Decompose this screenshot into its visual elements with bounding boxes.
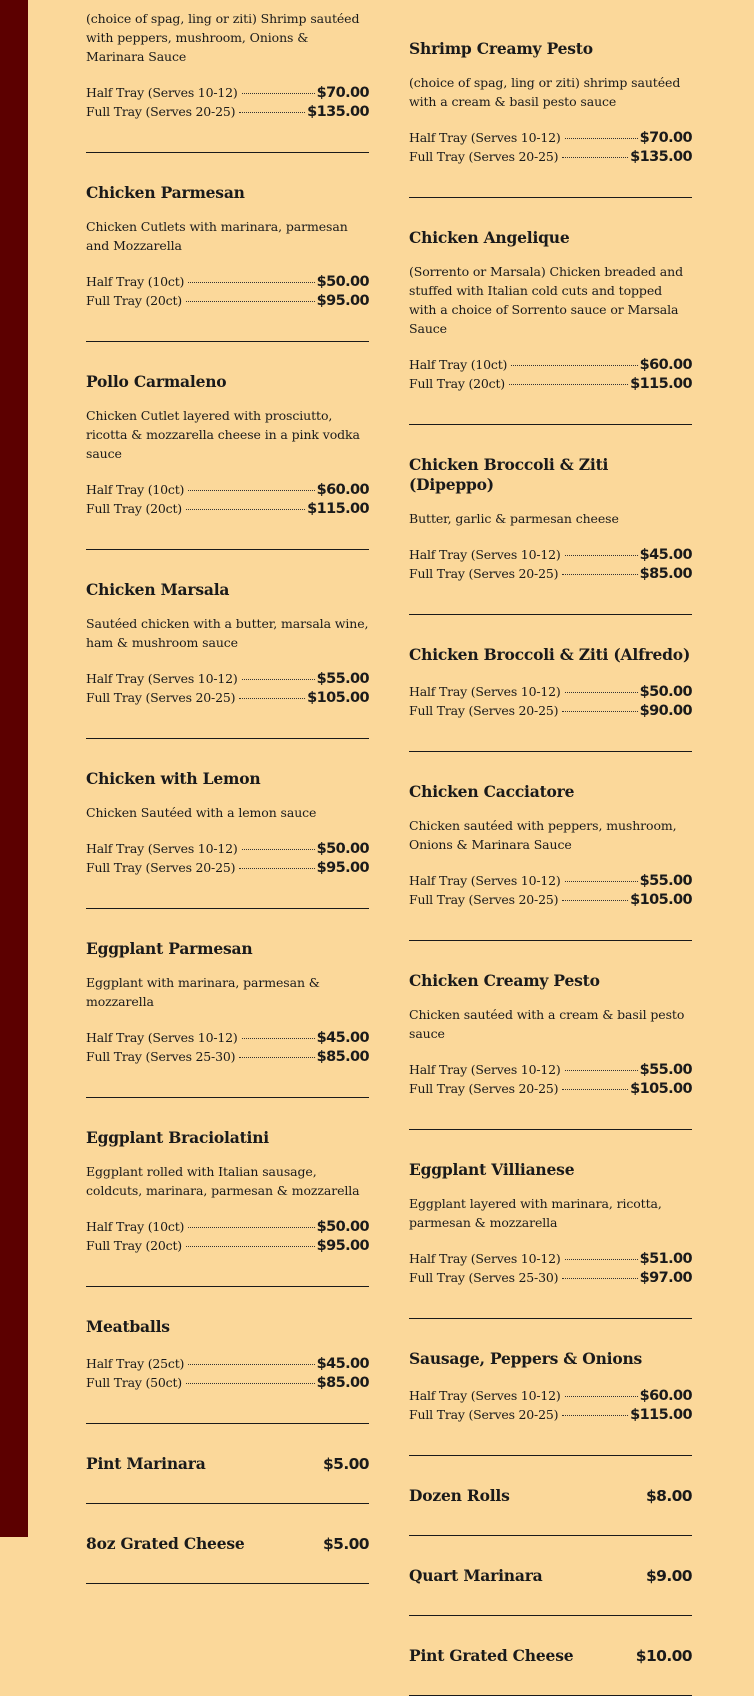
menu-item-description: Sautéed chicken with a butter, marsala wine, ham & mushroom sauce [86,616,369,650]
divider [86,1286,369,1287]
dot-leader [562,1278,637,1279]
menu-item-name: Chicken with Lemon [86,769,261,788]
divider [409,1535,692,1536]
price-row [409,149,692,168]
menu-item-description: (choice of spag, ling or ziti) shrimp sautéed with a cream & basil pesto sauce [409,75,681,109]
dot-leader [562,900,628,901]
price-value: $135.00 [630,149,692,165]
menu-item-name: Chicken Angelique [409,228,570,247]
divider [86,908,369,909]
menu-item-name: Chicken Broccoli & Ziti (Dipeppo) [409,455,609,494]
menu-column-right [409,0,692,1696]
price-value: $55.00 [639,1062,692,1078]
menu-item-description: Eggplant rolled with Italian sausage, coldcuts, marinara, parmesan & mozzarella [86,1164,360,1198]
price-value: $115.00 [630,376,692,392]
price-row [86,482,369,501]
tray-size-label: Half Tray (Serves 10-12) [409,1251,561,1266]
divider [86,1097,369,1098]
price-list [409,547,692,585]
divider [409,751,692,752]
menu-item-chicken-cacciatore [409,782,692,941]
price-list [86,85,369,123]
dot-leader [565,1396,638,1397]
tray-size-label: Half Tray (10ct) [86,274,185,289]
menu-item-meatballs [86,1317,369,1424]
price-list [409,1388,692,1426]
price-value: $85.00 [639,566,692,582]
dot-leader [242,849,315,850]
divider [86,1503,369,1504]
price-row [86,690,369,709]
price-row [409,1081,692,1100]
tray-size-label: Full Tray (20ct) [86,501,182,516]
price-value: $50.00 [316,274,369,290]
price-list [86,274,369,312]
menu-item-name: Eggplant Villianese [409,1160,575,1179]
price-list [86,1356,369,1394]
divider [86,549,369,550]
tray-size-label: Full Tray (Serves 20-25) [86,690,236,705]
simple-item-row [86,1454,369,1474]
price-list [86,1030,369,1068]
menu-item-chicken-parmesan [86,183,369,342]
menu-item-pollo-carmaleno [86,372,369,550]
dot-leader [562,574,637,575]
tray-size-label: Half Tray (10ct) [409,357,508,372]
tray-size-label: Full Tray (20ct) [86,1238,182,1253]
tray-size-label: Full Tray (Serves 20-25) [86,104,236,119]
price-value: $95.00 [316,860,369,876]
menu-item-dozen-rolls [409,1486,692,1536]
divider [86,738,369,739]
menu-item-chicken-broccoli-ziti-alfredo [409,645,692,752]
menu-item-description: Eggplant with marinara, parmesan & mozzarella [86,975,320,1009]
sidebar-stripe [0,0,28,1537]
price-value: $10.00 [635,1647,692,1665]
price-value: $50.00 [316,1219,369,1235]
divider [409,424,692,425]
price-value: $51.00 [639,1251,692,1267]
tray-size-label: Full Tray (50ct) [86,1375,182,1390]
menu-item-chicken-broccoli-ziti-dipeppo [409,455,692,615]
tray-size-label: Full Tray (Serves 20-25) [409,1081,559,1096]
price-value: $105.00 [630,1081,692,1097]
menu-item-description: Chicken sautéed with a cream & basil pesto sauce [409,1007,685,1041]
price-value: $45.00 [639,547,692,563]
menu-item-chicken-creamy-pesto [409,971,692,1130]
price-value: $70.00 [316,85,369,101]
price-row [409,1251,692,1270]
tray-size-label: Full Tray (Serves 20-25) [86,860,236,875]
menu-item-shrimp-marinara [86,0,369,153]
price-row [86,293,369,312]
divider [409,197,692,198]
tray-size-label: Half Tray (10ct) [86,482,185,497]
price-row [86,1030,369,1049]
menu-item-name: Pint Marinara [86,1454,206,1473]
dot-leader [239,698,305,699]
price-row [86,1219,369,1238]
menu-column-left [86,0,369,1584]
menu-item-chicken-with-lemon [86,769,369,909]
menu-item-eggplant-parmesan [86,939,369,1098]
price-value: $85.00 [316,1049,369,1065]
tray-size-label: Full Tray (Serves 20-25) [409,1407,559,1422]
price-row [86,671,369,690]
tray-size-label: Half Tray (Serves 10-12) [86,1030,238,1045]
menu-item-description: Butter, garlic & parmesan cheese [409,511,619,526]
menu-item-shrimp-creamy-pesto [409,0,692,198]
price-list [86,482,369,520]
dot-leader [239,1057,314,1058]
menu-item-name: Chicken Marsala [86,580,230,599]
dot-leader [239,868,314,869]
divider [86,341,369,342]
price-list [409,130,692,168]
price-row [86,1375,369,1394]
price-list [409,684,692,722]
price-list [86,841,369,879]
dot-leader [239,112,305,113]
dot-leader [565,1070,638,1071]
dot-leader [186,301,315,302]
price-value: $5.00 [322,1455,369,1473]
price-value: $95.00 [316,1238,369,1254]
tray-size-label: Half Tray (Serves 10-12) [409,684,561,699]
price-value: $9.00 [645,1567,692,1585]
price-row [86,841,369,860]
tray-size-label: Full Tray (Serves 20-25) [409,703,559,718]
menu-item-chicken-angelique [409,228,692,425]
price-value: $115.00 [307,501,369,517]
menu-item-eggplant-braciolatini [86,1128,369,1287]
price-value: $97.00 [639,1270,692,1286]
tray-size-label: Half Tray (Serves 10-12) [409,1388,561,1403]
tray-size-label: Half Tray (Serves 10-12) [409,873,561,888]
price-row [409,892,692,911]
dot-leader [186,1246,315,1247]
menu-item-name: 8oz Grated Cheese [86,1534,245,1553]
menu-item-name: Chicken Creamy Pesto [409,971,600,990]
price-row [409,376,692,395]
divider [409,1318,692,1319]
price-row [409,130,692,149]
price-row [409,1270,692,1289]
dot-leader [188,1227,314,1228]
price-row [86,274,369,293]
menu-item-name: Chicken Cacciatore [409,782,575,801]
divider [409,1129,692,1130]
tray-size-label: Half Tray (Serves 10-12) [86,841,238,856]
menu-item-pint-marinara [86,1454,369,1504]
menu-item-name: Chicken Broccoli & Ziti (Alfredo) [409,645,691,664]
dot-leader [511,365,637,366]
price-list [409,873,692,911]
divider [409,1615,692,1616]
price-row [86,860,369,879]
price-value: $115.00 [630,1407,692,1423]
dot-leader [188,282,314,283]
menu-item-name: Eggplant Parmesan [86,939,253,958]
dot-leader [565,138,638,139]
menu-item-name: Eggplant Braciolatini [86,1128,269,1147]
price-row [409,684,692,703]
dot-leader [565,881,638,882]
menu-item-description: Chicken Sautéed with a lemon sauce [86,805,317,820]
price-row [409,1407,692,1426]
tray-size-label: Full Tray (20ct) [86,293,182,308]
divider [409,614,692,615]
tray-size-label: Full Tray (Serves 20-25) [409,149,559,164]
price-list [86,1219,369,1257]
divider [409,1455,692,1456]
price-value: $55.00 [316,671,369,687]
price-value: $135.00 [307,104,369,120]
divider [86,1423,369,1424]
price-value: $70.00 [639,130,692,146]
tray-size-label: Half Tray (10ct) [86,1219,185,1234]
dot-leader [562,157,628,158]
price-list [86,671,369,709]
tray-size-label: Half Tray (25ct) [86,1356,185,1371]
dot-leader [242,1038,315,1039]
tray-size-label: Full Tray (Serves 25-30) [86,1049,236,1064]
dot-leader [562,1089,628,1090]
price-row [86,104,369,123]
dot-leader [188,1364,314,1365]
price-row [409,566,692,585]
dot-leader [562,711,637,712]
tray-size-label: Full Tray (Serves 25-30) [409,1270,559,1285]
dot-leader [509,384,628,385]
dot-leader [565,692,638,693]
price-value: $45.00 [316,1356,369,1372]
menu-item-name: Chicken Parmesan [86,183,245,202]
price-row [409,873,692,892]
tray-size-label: Full Tray (Serves 20-25) [409,566,559,581]
dot-leader [565,555,638,556]
menu-item-description: Chicken Cutlet layered with prosciutto, ricotta & mozzarella cheese in a pink vodka sauce [86,408,360,461]
dot-leader [242,679,315,680]
menu-item-chicken-marsala [86,580,369,739]
tray-size-label: Half Tray (Serves 10-12) [86,671,238,686]
price-row [409,547,692,566]
price-row [409,357,692,376]
price-value: $85.00 [316,1375,369,1391]
tray-size-label: Half Tray (Serves 10-12) [409,130,561,145]
price-value: $45.00 [316,1030,369,1046]
price-row [86,85,369,104]
menu-item-quart-marinara [409,1566,692,1616]
menu-item-eggplant-villianese [409,1160,692,1319]
menu-item-sausage-peppers-onions [409,1349,692,1456]
price-row [86,1049,369,1068]
price-value: $105.00 [307,690,369,706]
simple-item-row [409,1646,692,1666]
tray-size-label: Half Tray (Serves 10-12) [86,85,238,100]
menu-item-description: Eggplant layered with marinara, ricotta, parmesan & mozzarella [409,1196,662,1230]
menu-item-pint-grated-cheese [409,1646,692,1696]
price-value: $8.00 [645,1487,692,1505]
price-list [409,357,692,395]
price-value: $60.00 [316,482,369,498]
menu-item-name: Pollo Carmaleno [86,372,227,391]
price-row [86,1356,369,1375]
menu-item-8oz-grated-cheese [86,1534,369,1584]
price-value: $105.00 [630,892,692,908]
simple-item-row [409,1486,692,1506]
divider [409,940,692,941]
price-row [409,1388,692,1407]
tray-size-label: Full Tray (20ct) [409,376,505,391]
menu-item-name: Sausage, Peppers & Onions [409,1349,643,1368]
dot-leader [562,1415,628,1416]
price-value: $90.00 [639,703,692,719]
menu-item-name: Quart Marinara [409,1566,543,1585]
price-value: $5.00 [322,1535,369,1553]
price-row [409,1062,692,1081]
tray-size-label: Half Tray (Serves 10-12) [409,547,561,562]
price-value: $60.00 [639,357,692,373]
dot-leader [188,490,314,491]
price-value: $50.00 [316,841,369,857]
divider [86,1583,369,1584]
price-row [409,703,692,722]
tray-size-label: Full Tray (Serves 20-25) [409,892,559,907]
tray-size-label: Half Tray (Serves 10-12) [409,1062,561,1077]
menu-item-description: Chicken Cutlets with marinara, parmesan and Mozzarella [86,219,348,253]
dot-leader [242,93,315,94]
dot-leader [565,1259,638,1260]
dot-leader [186,509,305,510]
price-list [409,1062,692,1100]
price-value: $50.00 [639,684,692,700]
price-row [86,1238,369,1257]
menu-item-name: Pint Grated Cheese [409,1646,574,1665]
menu-item-description: Chicken sautéed with peppers, mushroom, Onions & Marinara Sauce [409,818,677,852]
divider [86,152,369,153]
dot-leader [186,1383,315,1384]
simple-item-row [86,1534,369,1554]
menu-item-name: Shrimp Creamy Pesto [409,39,593,58]
price-value: $55.00 [639,873,692,889]
simple-item-row [409,1566,692,1586]
price-row [86,501,369,520]
menu-item-description: (choice of spag, ling or ziti) Shrimp sautéed with peppers, mushroom, Onions & Marinara Sauce [86,11,360,64]
price-value: $95.00 [316,293,369,309]
menu-item-name: Dozen Rolls [409,1486,510,1505]
menu-item-name: Meatballs [86,1317,170,1336]
price-value: $60.00 [639,1388,692,1404]
price-list [409,1251,692,1289]
menu-item-description: (Sorrento or Marsala) Chicken breaded and stuffed with Italian cold cuts and topped with a choice of Sorrento sauce or Marsala Sauce [409,264,683,336]
